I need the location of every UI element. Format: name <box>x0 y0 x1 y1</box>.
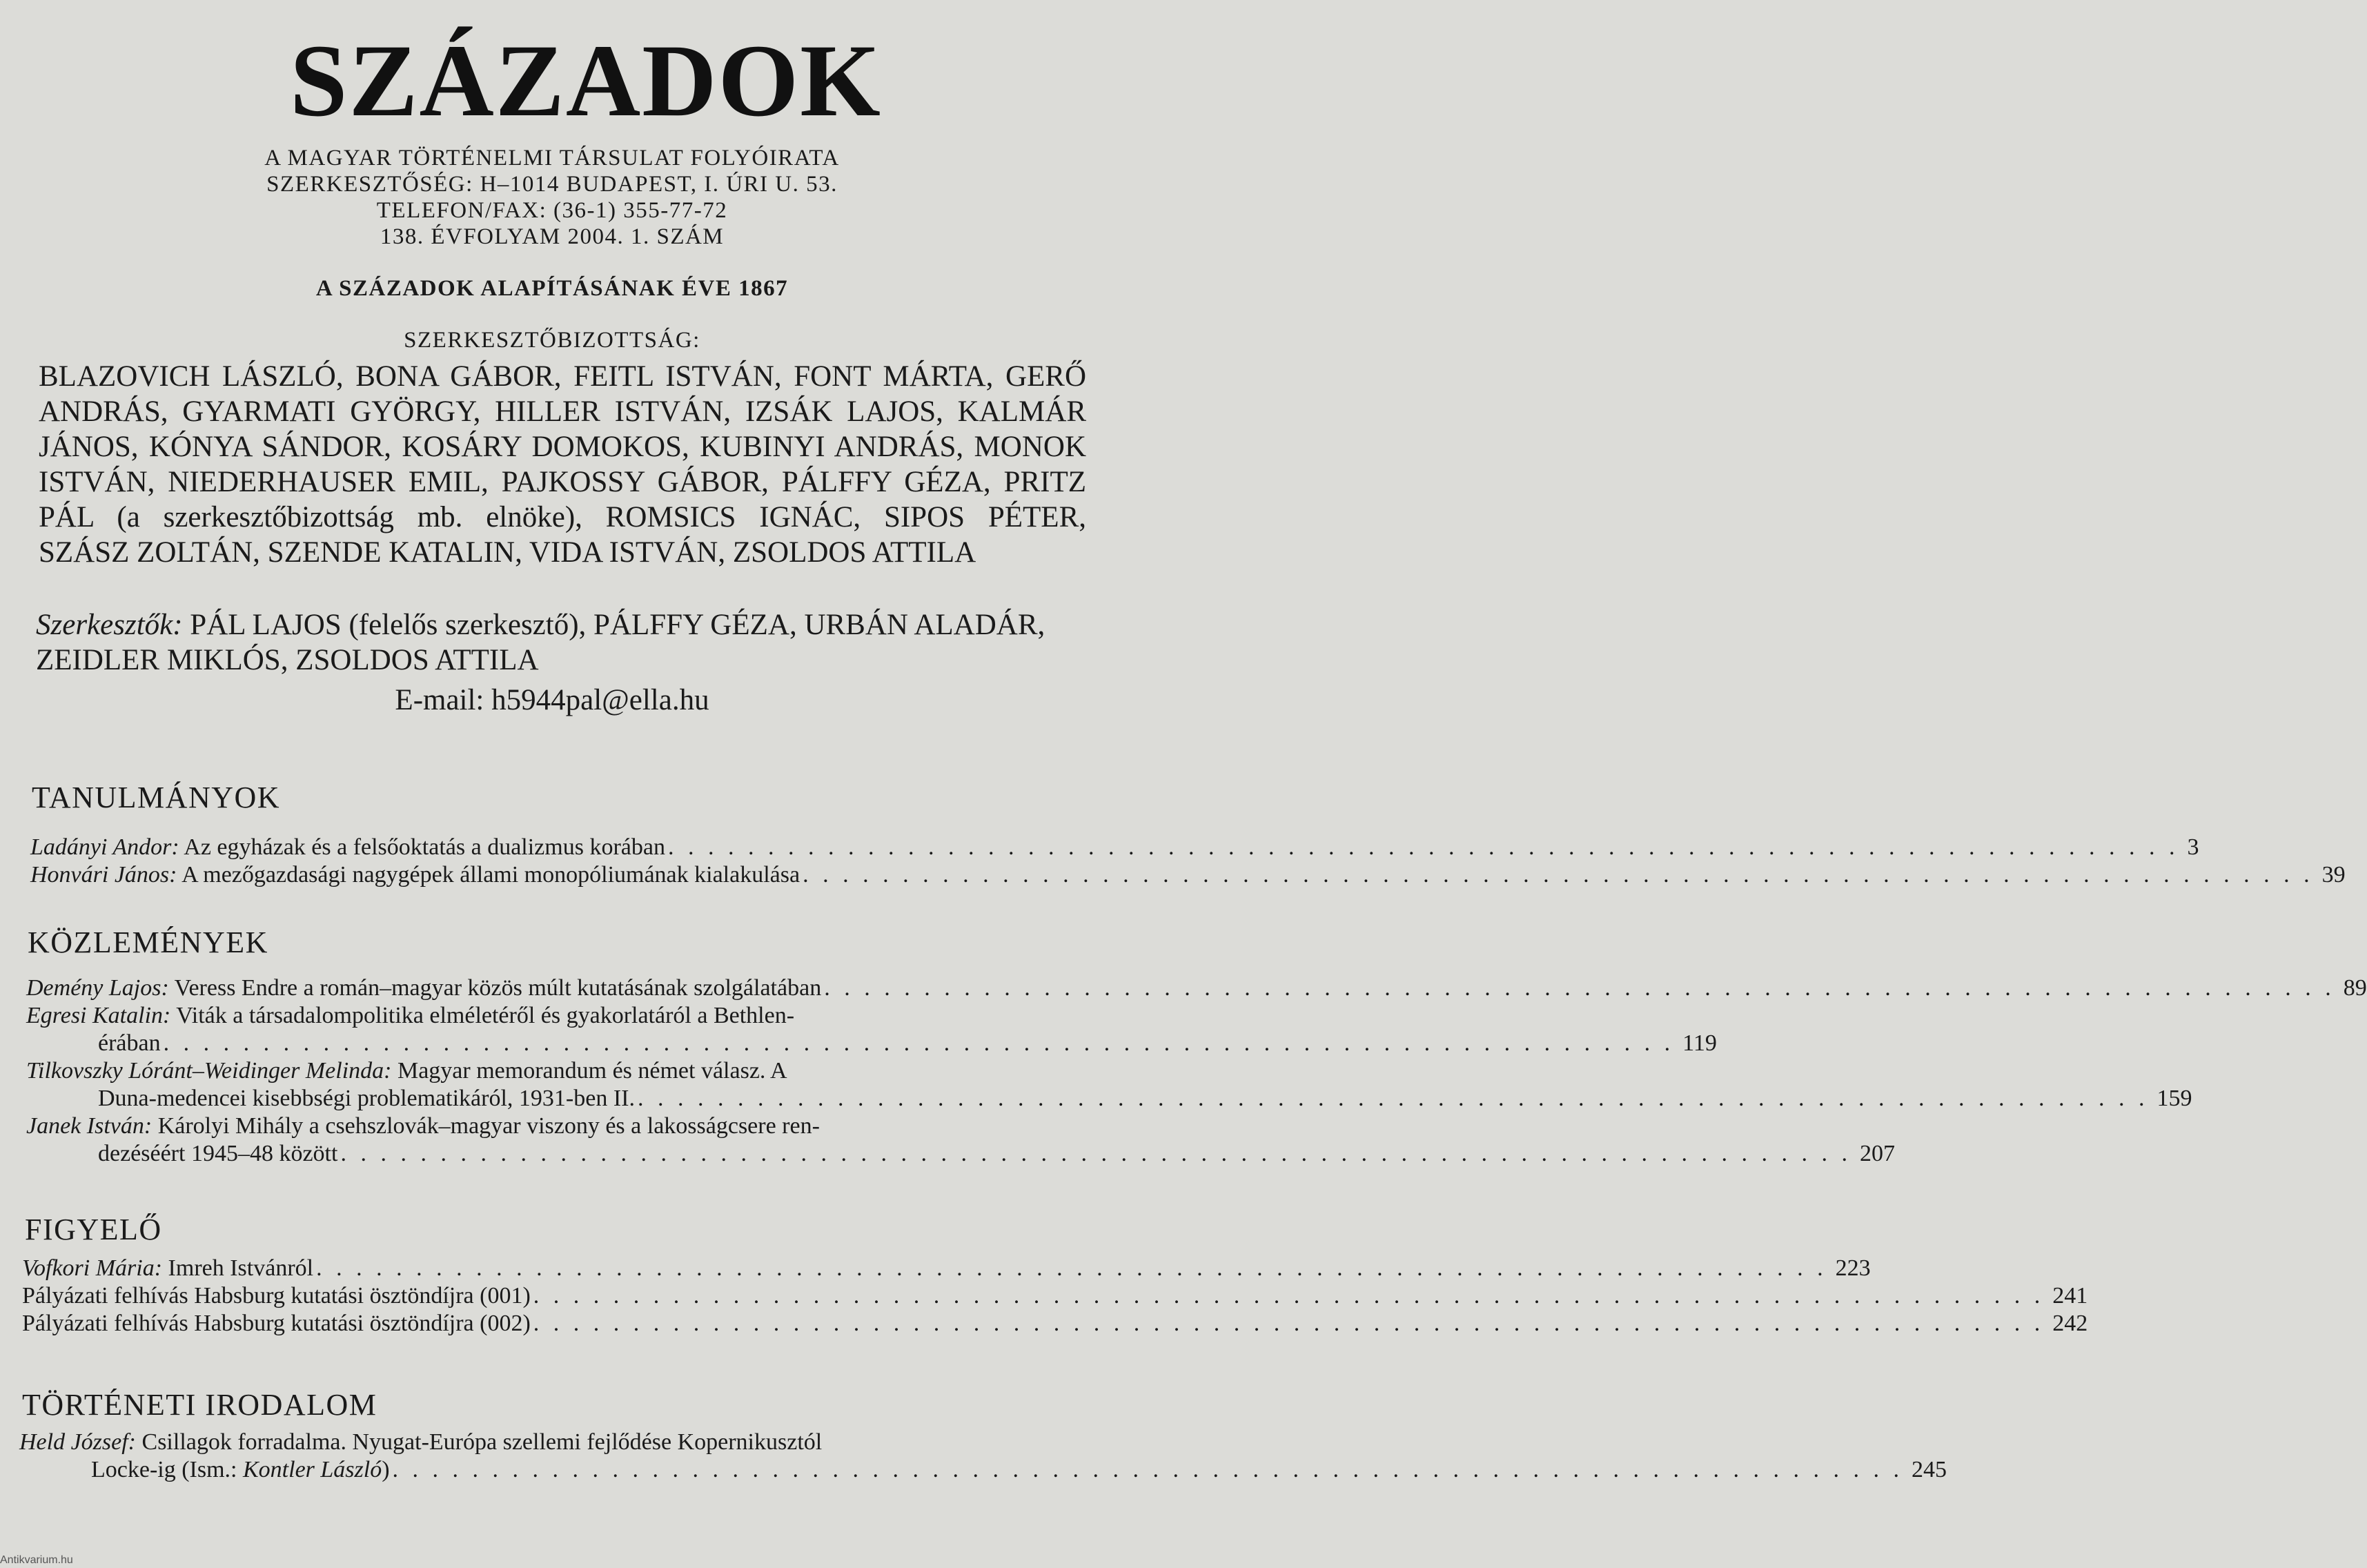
toc-entry <box>19 1429 1068 1456</box>
toc-author: Held József: <box>19 1429 137 1455</box>
editors <box>36 607 1088 678</box>
leader-dots: . . . . . . . . . . . . . . . . . . . . . . . . . . . . . . . . . . . . . . . . . . . . . . . . . . . . . . . . . . . . . . . . . . . . . . . . . . . . <box>340 1141 1852 1166</box>
toc-group-tanulmanyok <box>30 834 2346 889</box>
toc-group-irodalom <box>19 1429 1947 1484</box>
board-line: SZÁSZ ZOLTÁN, SZENDE KATALIN, VIDA ISTVÁN, ZSOLDOS ATTILA <box>39 536 976 569</box>
toc-author: Janek István: <box>26 1113 153 1139</box>
toc-page: 241 <box>2052 1283 2088 1309</box>
toc-entry <box>22 1255 1871 1282</box>
section-heading-figyelo: FIGYELŐ <box>25 1213 162 1246</box>
toc-entry-continuation <box>26 1030 1717 1057</box>
toc-title: Pályázati felhívás Habsburg kutatási ösztöndíjra (002) <box>22 1311 531 1336</box>
toc-page: 3 <box>2187 834 2199 860</box>
toc-title: Az egyházak és a felsőoktatás a dualizmus korában <box>179 834 665 860</box>
toc-title: Pályázati felhívás Habsburg kutatási ösztöndíjra (001) <box>22 1283 531 1309</box>
toc-title: Károlyi Mihály a csehszlovák–magyar viszony és a lakosságcsere ren- <box>152 1113 820 1139</box>
toc-page: 207 <box>1859 1141 1895 1166</box>
toc-entry <box>26 1002 1075 1030</box>
leader-dots: . . . . . . . . . . . . . . . . . . . . . . . . . . . . . . . . . . . . . . . . . . . . . . . . . . . . . . . . . . . . . . . . . . . . . . . . . . . . <box>667 834 2179 860</box>
toc-title: Imreh Istvánról <box>162 1255 314 1281</box>
editors-names: ZEIDLER MIKLÓS, ZSOLDOS ATTILA <box>36 644 539 676</box>
watermark: Antikvarium.hu <box>0 1554 73 1566</box>
board-line: PÁL (a szerkesztőbizottság mb. elnöke), ROMSICS IGNÁC, SIPOS PÉTER, <box>39 501 1086 533</box>
journal-subhead <box>207 145 897 250</box>
section-heading-tanulmanyok: TANULMÁNYOK <box>32 781 281 814</box>
subhead-line: 138. ÉVFOLYAM 2004. 1. SZÁM <box>380 224 725 249</box>
editors-label: Szerkesztők: <box>36 609 183 641</box>
toc-page: 245 <box>1912 1457 1947 1482</box>
toc-author: Ladányi Andor: <box>30 834 179 860</box>
leader-dots: . . . . . . . . . . . . . . . . . . . . . . . . . . . . . . . . . . . . . . . . . . . . . . . . . . . . . . . . . . . . . . . . . . . . . . . . . . . . <box>163 1030 1675 1056</box>
toc-entry-continuation <box>26 1085 2192 1113</box>
board-line: BLAZOVICH LÁSZLÓ, BONA GÁBOR, FEITL ISTVÁN, FONT MÁRTA, GERŐ <box>39 360 1086 393</box>
toc-entry <box>26 1057 1075 1085</box>
toc-title: Viták a társadalompolitika elméletéről és gyakorlatáról a Bethlen- <box>170 1003 795 1028</box>
toc-entry <box>22 1310 2088 1337</box>
toc-page: 159 <box>2157 1086 2192 1111</box>
toc-entry <box>22 1282 2088 1310</box>
toc-title: Duna-medencei kisebbségi problematikáról, 1931-ben II. <box>98 1086 635 1111</box>
toc-title: ) <box>382 1457 390 1482</box>
toc-entry-continuation <box>26 1140 1895 1168</box>
toc-author: Egresi Katalin: <box>26 1003 171 1028</box>
toc-group-kozlemenyek <box>26 974 2367 1168</box>
leader-dots: . . . . . . . . . . . . . . . . . . . . . . . . . . . . . . . . . . . . . . . . . . . . . . . . . . . . . . . . . . . . . . . . . . . . . . . . . . . . <box>533 1283 2045 1309</box>
toc-entry <box>26 1113 1075 1140</box>
toc-title: A mezőgazdasági nagygépek állami monopóliumának kialakulása <box>177 862 801 888</box>
toc-entry <box>26 974 2367 1002</box>
toc-page: 242 <box>2052 1311 2088 1336</box>
toc-group-figyelo <box>22 1255 2088 1337</box>
toc-title: Locke-ig (Ism.: <box>91 1457 243 1482</box>
toc-page: 89 <box>2343 975 2367 1001</box>
toc-entry <box>30 834 2199 861</box>
editors-names: PÁL LAJOS (felelős szerkesztő), PÁLFFY GÉZA, URBÁN ALADÁR, <box>182 609 1045 641</box>
toc-title: érában <box>98 1030 161 1056</box>
toc-page: 223 <box>1835 1255 1871 1281</box>
board-line: ISTVÁN, NIEDERHAUSER EMIL, PAJKOSSY GÁBOR, PÁLFFY GÉZA, PRITZ <box>39 466 1086 498</box>
board-line: JÁNOS, KÓNYA SÁNDOR, KOSÁRY DOMOKOS, KUBINYI ANDRÁS, MONOK <box>39 431 1086 463</box>
leader-dots: . . . . . . . . . . . . . . . . . . . . . . . . . . . . . . . . . . . . . . . . . . . . . . . . . . . . . . . . . . . . . . . . . . . . . . . . . . . . <box>316 1255 1827 1281</box>
subhead-line: SZERKESZTŐSÉG: H–1014 BUDAPEST, I. ÚRI U. 53. <box>266 172 838 197</box>
editorial-board-members <box>39 359 1086 570</box>
toc-author: Honvári János: <box>30 862 177 888</box>
toc-title: Veress Endre a román–magyar közös múlt kutatásának szolgálatában <box>168 975 822 1001</box>
toc-author: Vofkori Mária: <box>22 1255 163 1281</box>
toc-entry-continuation <box>19 1456 1947 1484</box>
leader-dots: . . . . . . . . . . . . . . . . . . . . . . . . . . . . . . . . . . . . . . . . . . . . . . . . . . . . . . . . . . . . . . . . . . . . . . . . . . . . <box>803 862 2314 888</box>
toc-title: dezéséért 1945–48 között <box>98 1141 338 1166</box>
subhead-line: A MAGYAR TÖRTÉNELMI TÁRSULAT FOLYÓIRATA <box>264 146 840 170</box>
toc-title: Csillagok forradalma. Nyugat-Európa szellemi fejlődése Kopernikusztól <box>136 1429 823 1455</box>
toc-reviewer: Kontler László <box>243 1457 382 1482</box>
leader-dots: . . . . . . . . . . . . . . . . . . . . . . . . . . . . . . . . . . . . . . . . . . . . . . . . . . . . . . . . . . . . . . . . . . . . . . . . . . . . <box>392 1457 1904 1482</box>
toc-page: 119 <box>1682 1030 1717 1056</box>
email-contact: E-mail: h5944pal@ella.hu <box>395 684 709 716</box>
board-line: ANDRÁS, GYARMATI GYÖRGY, HILLER ISTVÁN, IZSÁK LAJOS, KALMÁR <box>39 395 1086 428</box>
toc-author: Demény Lajos: <box>26 975 169 1001</box>
leader-dots: . . . . . . . . . . . . . . . . . . . . . . . . . . . . . . . . . . . . . . . . . . . . . . . . . . . . . . . . . . . . . . . . . . . . . . . . . . . . <box>824 975 2335 1001</box>
founding-line: A SZÁZADOK ALAPÍTÁSÁNAK ÉVE 1867 <box>315 276 789 301</box>
toc-page: 39 <box>2321 862 2346 888</box>
subhead-line: TELEFON/FAX: (36-1) 355-77-72 <box>376 198 728 223</box>
leader-dots: . . . . . . . . . . . . . . . . . . . . . . . . . . . . . . . . . . . . . . . . . . . . . . . . . . . . . . . . . . . . . . . . . . . . . . . . . . . . <box>637 1086 2149 1111</box>
section-heading-kozlemenyek: KÖZLEMÉNYEK <box>28 925 268 959</box>
toc-author: Tilkovszky Lóránt–Weidinger Melinda: <box>26 1058 392 1084</box>
editorial-board-title: SZERKESZTŐBIZOTTSÁG: <box>404 328 700 353</box>
section-heading-torteneti-irodalom: TÖRTÉNETI IRODALOM <box>22 1388 377 1422</box>
toc-entry <box>30 861 2346 889</box>
toc-title: Magyar memorandum és német válasz. A <box>391 1058 787 1084</box>
journal-title: SZÁZADOK <box>290 23 882 138</box>
leader-dots: . . . . . . . . . . . . . . . . . . . . . . . . . . . . . . . . . . . . . . . . . . . . . . . . . . . . . . . . . . . . . . . . . . . . . . . . . . . . <box>533 1311 2045 1336</box>
